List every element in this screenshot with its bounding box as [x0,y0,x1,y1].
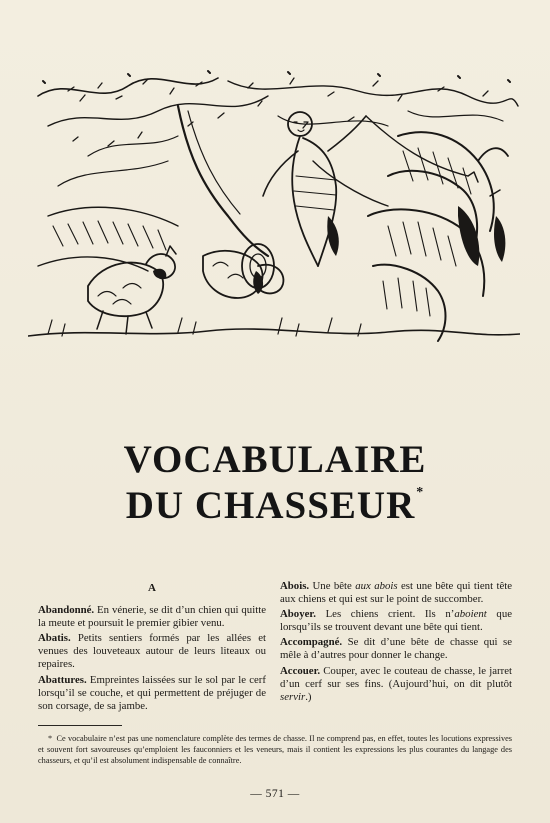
entry-definition: Couper, avec le couteau de chasse, le jarret d’un cerf sur ses fins. (Aujourd’hui, on dit plutôt [280,664,512,690]
entry-definition: En vénerie, se dit d’un chien qui quitte la meute et poursuit le premier gibier venu. [38,604,266,630]
hunting-illustration [28,66,520,356]
entry-abattures [38,674,266,713]
entry-accouer [280,665,512,704]
footnote-divider [38,725,122,726]
footnote [38,733,512,767]
entry-definition: Empreintes laissées sur le sol par le cerf lorsqu’il se couche, et qui permettent de préjuger de son corsage, de sa jambe. [38,673,266,712]
entry-headword: Aboyer. [280,608,316,621]
page-title-line-1: VOCABULAIRE [123,438,427,481]
entry-headword: Abandonné. [38,604,95,617]
page-number: — 571 — [250,788,300,800]
section-letter: A [148,582,156,594]
title-footnote-marker: * [416,485,425,500]
entry-definition: Une bête [312,580,352,592]
entry-definition: Petits sentiers formés par les allées et venues des louveteaux autour de leurs liteaux ou repaires. [38,632,266,671]
entry-definition: est une bête qui tient tête aux chiens et qui est sur le point de succomber. [280,580,513,606]
entry-aboyer [280,608,512,634]
entry-italic-term: servir [280,690,306,703]
entry-abandonne [38,604,266,630]
entry-headword: Abois. [280,580,310,592]
entry-definition: Les chiens crient. Ils n’ [325,608,455,621]
entry-abois [280,580,512,606]
entry-italic-term: aux abois [355,580,398,592]
entry-headword: Abatis. [38,632,71,645]
entry-italic-term: aboient [454,608,487,621]
entry-definition: Se dit d’une bête de chasse qui se mêle à d’autres pour donner le change. [280,636,512,662]
entry-definition: .) [305,690,312,703]
left-column [38,582,266,715]
footnote-marker: * [48,734,53,743]
entry-headword: Accompagné. [280,636,343,649]
entry-headword: Abattures. [38,673,87,686]
entry-accompagne [280,636,512,662]
page-title-line-2-text: DU CHASSEUR [125,484,416,527]
entry-headword: Accouer. [280,664,321,677]
entry-definition: que lorsqu’ils se trouvent devant une bête qui tient. [280,608,513,634]
footnote-text: Ce vocabulaire n’est pas une nomenclature complète des termes de chasse. Il ne comprend pas, en effet, toutes les locutions expressives et souvent fort savoureuses qu’emploient les fauconniers et les veneurs, mais il contient les expressions les plus courantes du langage des chasseurs, et qu’il est absolument indispensable de connaître. [38,734,512,766]
ink-drawing-hunter-horse-hounds [28,66,520,356]
right-column [280,580,512,706]
page-title-line-2 [0,483,550,528]
entry-abatis [38,632,266,671]
